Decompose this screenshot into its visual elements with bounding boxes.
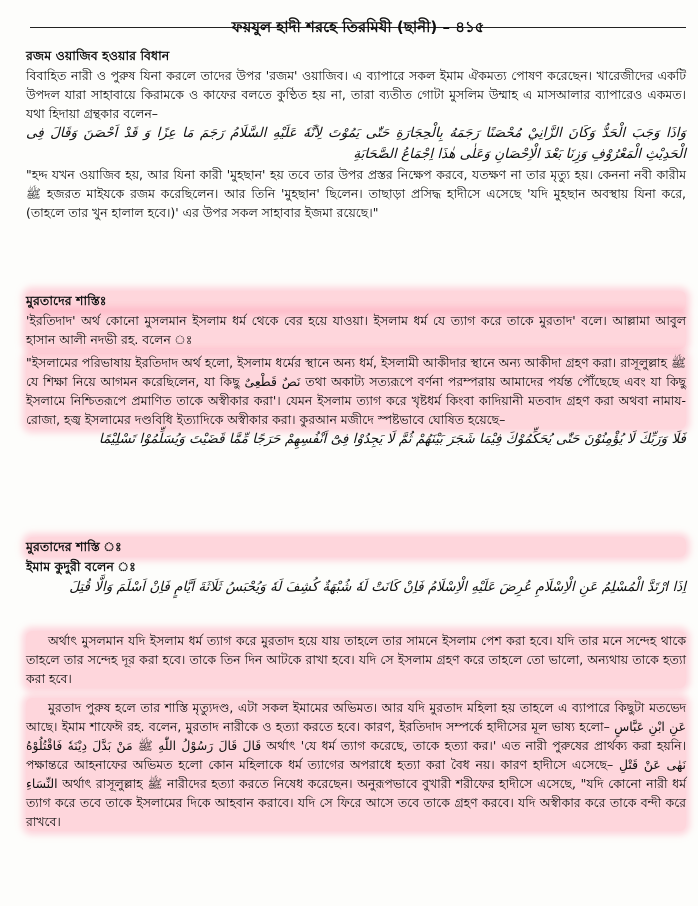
arabic-quran-verse: فَلَا وَرَبِّكَ لَا يُؤْمِنُوْنَ حَتّٰى يُحَكِّمُوْكَ فِيْمَا شَجَرَ بَيْنَهُمْ ثُمَّ لَا يَجِدُوْا فِىْٓ اَنْفُسِهِمْ حَرَجًا مِّمَّا قَضَيْتَ وَيُسَلِّمُوْا تَسْلِيْمًا <box>98 431 686 447</box>
para-female-apostate: মুরতাদ পুরুষ হলে তার শাস্তি মৃত্যুদণ্ড, এটা সকল ইমামের অভিমত। আর যদি মুরতাদ মহিলা হয় তাহলে এ ব্যাপারে কিছুটা মতভেদ আছে। ইমাম শাফেঈ রহ. বলেন, মুরতাদ নারীকে ও হত্যা করতে হবে। কারণ, ইরতিদাদ সম্পর্কে হাদীসের মূল ভাষ্য হলো– عَنِ ابْنِ عَبَّاسٍ قَالَ قَالَ رَسُوْلُ اللّٰهِ ﷺ مَنْ بَدَّلَ دِيْنَهٗ فَاقْتُلُوْهُ অর্থাৎ 'যে ধর্ম ত্যাগ করেছে, তাকে হত্যা কর।' এত নারী পুরুষের প্রার্থক্য করা হয়নি। পক্ষান্তরে আহনাফের অভিমত হলো কোন মহিলাকে ধর্ম ত্যাগের অপরাধে হত্যা করা বৈধ নয়। কারণ হাদীসে এসেছে– نَهٰى عَنْ قَتْلِ النِّسَاءِ অর্থাৎ রাসূলুল্লাহ ﷺ নারীদের হত্যা করতে নিষেধ করেছেন। অনুরূপভাবে বুখারী শরীফের হাদীসে এসেছে, "যদি কোনো নারী ধর্ম ত্যাগ করে তবে তাকে ইসলামের দিকে আহবান করাবে। যদি সে ফিরে আসে তবে তাকে গ্রহণ করবে। যদি অস্বীকার করে তাকে বন্দী করে রাখবে। <box>26 700 687 829</box>
heading-apostate-punishment-2: মুরতাদের শাস্তি ঃ <box>26 537 686 557</box>
running-header: ফয়যুল হাদী শরহে তিরমিযী (ছানী) – ৪১৫ <box>30 0 686 28</box>
subheading-imam-quduri: ইমাম কুদুরী বলেন ঃ <box>26 559 136 574</box>
arabic-hidaya: وَاذَا وَجَبَ الْحَدُّ وَكَانَ الزَّانِيْ مُحْصَنًا رَجَمَهُ بِالْحِجَارَةِ حَتّٰى يَمُوْتَ لِاَنَّهٗ عَلَيْهِ السَّلَامُ رَجَمَ مَا عِزًا وَ قَدْ اَحْصَنَ وَقَالَ فِى الْحَدِيْثِ الْمَعْرُوْفِ وَزِنَا بَعْدَ الْاِحْصَانِ وَعَلٰى هٰذَا اِجْمَاعُ الصَّحَابَةِ <box>26 125 686 162</box>
arabic-quduri: اِذَا ارْتَدَّ الْمُسْلِمُ عَنِ الْاِسْلَامِ عُرِضَ عَلَيْهِ الْاِسْلَامُ فَاِنْ كَانَتْ لَهٗ شُبْهَةٌ كُشِفَ لَهٗ وَيُحْبَسُ ثَلَاثَةَ اَيَّامٍ فَاِنْ اَسْلَمَ وَالَّا قُتِلَ <box>69 579 686 595</box>
section-apostate-3 <box>26 631 686 831</box>
para-quduri-translation: অর্থাৎ মুসলমান যদি ইসলাম ধর্ম ত্যাগ করে মুরতাদ হয়ে যায় তাহলে তার সামনে ইসলাম পেশ করা হবে। যদি তার মনে সন্দেহ থাকে তাহলে তার সন্দেহ দূর করা হবে। তাকে তিন দিন আটকে রাখা হবে। যদি সে ইসলাম গ্রহণ করে তাহলে তো ভালো, অন্যথায় তাকে হত্যা করা হবে। <box>26 633 686 686</box>
quote-hidaya-translation: "হদ্দ যখন ওয়াজিব হয়, আর যিনা কারী 'মুহছান' হয় তবে তার উপর প্রস্তর নিক্ষেপ করবে, যতক্ষণ না তার মৃত্যু হয়। কেননা নবী কারীম ﷺ হজরত মাইযকে রজম করেছিলেন। আর তিনি 'মুহছান' ছিলেন। তাছাড়া প্রসিদ্ধ হাদীসে এসেছে 'যদি মুহছান অবস্থায় যিনা করে, (তাহলে তার খুন হালাল হবে।)' এর উপর সকল সাহাবার ইজমা রয়েছে।" <box>26 167 686 220</box>
heading-apostate-punishment: মুরতাদের শাস্তিঃ <box>26 291 686 311</box>
section-stoning <box>26 46 686 222</box>
para-stoning: বিবাহিত নারী ও পুরুষ যিনা করলে তাদের উপর 'রজম' ওয়াজিব। এ ব্যাপারে সকল ইমাম ঐকমত্য পোষণ করেছেন। খারেজীদের একটি উপদল যারা সাহাবায়ে কিরামকে ও কাফের বলতে কুণ্ঠিত হয় না, তারা ব্যতীত গোটা মুসলিম উম্মাহ এ মাসআলার ব্যাপারেও একমত। যথা হিদায়া গ্রন্থকার বলেন– <box>26 68 686 121</box>
para-irtidad-definition: 'ইরতিদাদ' অর্থ কোনো মুসলমান ইসলাম ধর্ম থেকে বের হয়ে যাওয়া। ইসলাম ধর্ম যে ত্যাগ করে তাকে মুরতাদ' বলে। আল্লামা আবুল হাসান আলী নদভী রহ. বলেন ঃ <box>26 313 686 347</box>
section-apostate-2 <box>26 537 686 598</box>
section-apostate-1 <box>26 291 686 450</box>
heading-stoning: রজম ওয়াজিব হওয়ার বিধান <box>26 48 170 63</box>
para-irtidad-terminology: "ইসলামের পরিভাষায় ইরতিদাদ অর্থ হলো, ইসলাম ধর্মের স্থানে অন্য ধর্ম, ইসলামী আকীদার স্থানে অন্য আকীদা গ্রহণ করা। রাসূলুল্লাহ ﷺ যে শিক্ষা নিয়ে আগমন করেছিলেন, যা কিছু نَصٌ قَطْعِىٌ তথা অকাট্য সত্যরূপে বর্ণনা পরম্পরায় আমাদের পর্যন্ত পৌঁছেছে এবং যা কিছু ইসলামে নিশ্চিতরূপে প্রমাণিত তাকে অস্বীকার করা'। যেমন ইসলাম ত্যাগ করে খৃষ্টধর্ম কিংবা কাদিয়ানী মতবাদ গ্রহণ করা অথবা নামায-রোজা, হজ্ব ইসলামের দণ্ডবিধি ইত্যাদিকে অস্বীকার করা। কুরআন মজীদে স্পষ্টভাবে ঘোষিত হয়েছে– <box>26 355 687 427</box>
